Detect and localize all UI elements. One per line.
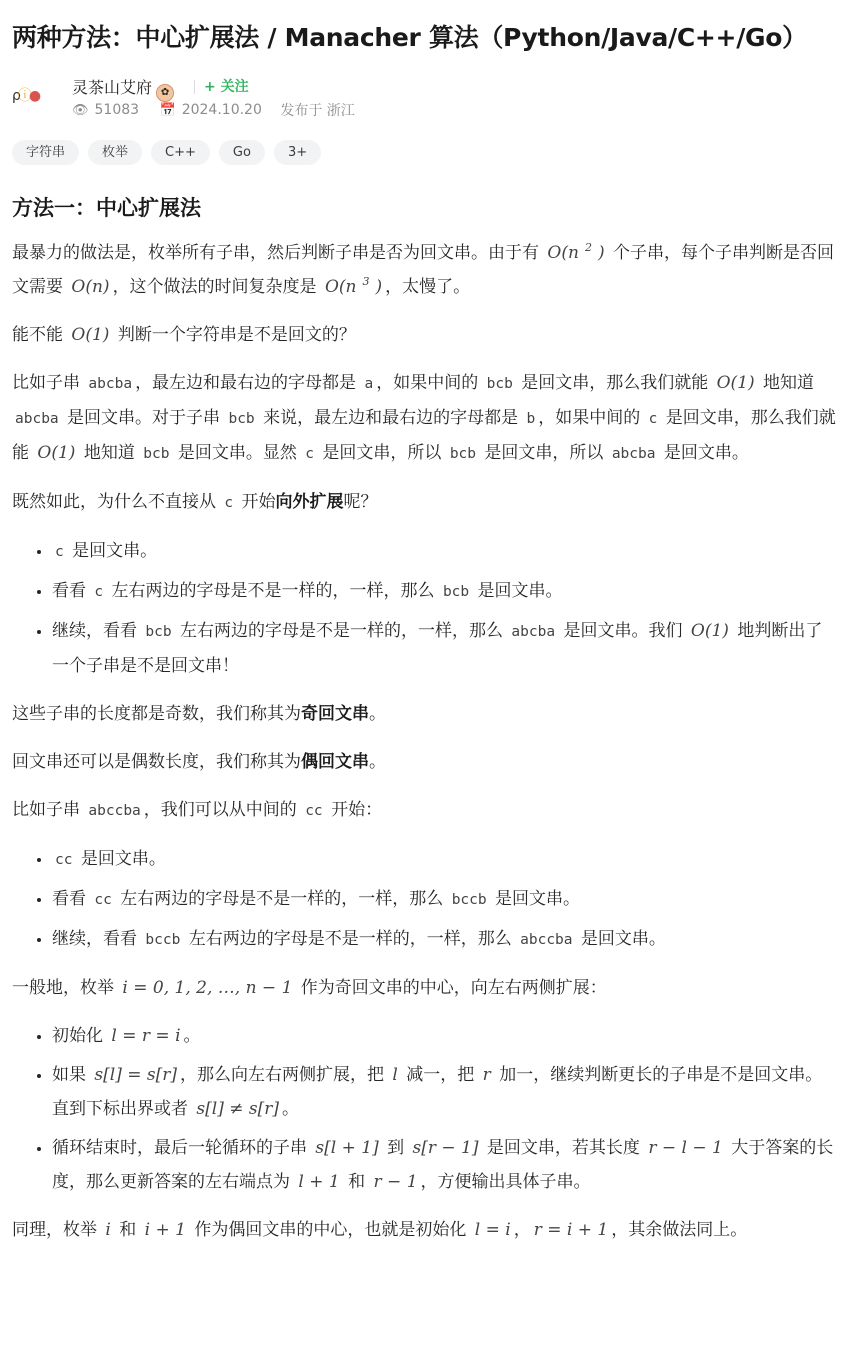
text-span: 奇回文串 — [301, 704, 369, 724]
text-span: bcb — [442, 584, 470, 600]
text-span: 判断一个字符串是不是回文的？ — [112, 325, 356, 345]
text-span: 和 — [342, 1172, 371, 1192]
list-item — [52, 614, 838, 683]
text-span: 作为奇回文串的中心，向左右两侧扩展： — [295, 978, 607, 998]
text-span: 最暴力的做法是，枚举所有子串，然后判断子串是否为回文串。由于有 — [12, 243, 545, 263]
text-span: a — [364, 376, 374, 392]
text-span: 同理，枚举 — [12, 1220, 103, 1240]
text-span: 地判断出了一个子串是不是回文串！ — [52, 621, 823, 676]
text-span: 3 — [362, 275, 370, 289]
bullet-list — [12, 1019, 838, 1199]
text-span: 。 — [369, 752, 386, 772]
text-span: abcba — [15, 411, 59, 427]
text-span: 一般地，枚举 — [12, 978, 120, 998]
text-span: O(1) — [690, 621, 729, 641]
text-span: ，这个做法的时间复杂度是 — [112, 277, 322, 297]
author-name[interactable] — [72, 75, 174, 102]
text-span: bcb — [145, 624, 172, 640]
bullet-list — [12, 842, 838, 957]
text-span: 是回文串。 — [658, 443, 749, 463]
text-span: 是回文串，那么我们就能 — [515, 373, 714, 393]
paragraph — [12, 485, 838, 520]
text-span: cc — [94, 892, 112, 908]
text-span: 。 — [369, 704, 386, 724]
text-span: 偶回文串 — [301, 752, 369, 772]
text-span: r — [482, 1065, 491, 1085]
text-span: 比如子串 — [12, 800, 86, 820]
text-span: 作为偶回文串的中心，也就是初始化 — [188, 1220, 472, 1240]
text-span: l + 1 — [298, 1172, 340, 1192]
text-span: 循环结束时，最后一轮循环的子串 — [52, 1138, 313, 1158]
text-span: 是回文串。 — [75, 849, 166, 869]
text-span: cc — [305, 803, 323, 819]
text-span: 这些子串的长度都是奇数，我们称其为 — [12, 704, 301, 724]
text-span: 是回文串。对于子串 — [61, 408, 226, 428]
follow-button[interactable]: + 关注 — [204, 79, 249, 95]
text-span: ，最左边和最右边的字母都是 — [135, 373, 362, 393]
avatar[interactable]: ρⓘ● — [12, 88, 39, 104]
text-span: ，太慢了。 — [385, 277, 471, 297]
text-span: bcb — [449, 446, 477, 462]
text-span: ，其余做法同上。 — [611, 1220, 748, 1240]
badge-icon: ✿ — [156, 84, 174, 102]
text-span: ，如果中间的 — [538, 408, 646, 428]
tag-item[interactable]: Go — [219, 140, 265, 165]
text-span: ) — [375, 277, 383, 297]
view-count: 51083 — [94, 102, 140, 118]
text-span: O(n — [547, 243, 579, 263]
text-span: O(1) — [716, 373, 755, 393]
text-span: ，如果中间的 — [376, 373, 484, 393]
text-span: r = i + 1 — [533, 1220, 609, 1240]
article-body — [12, 190, 838, 1261]
bullet-list — [12, 534, 838, 683]
paragraph — [12, 745, 838, 779]
list-item — [52, 922, 838, 957]
text-span: 来说，最左边和最右边的字母都是 — [257, 408, 524, 428]
text-span: 是回文串。显然 — [172, 443, 303, 463]
list-item — [52, 1131, 838, 1199]
text-span: bcb — [486, 376, 513, 392]
text-span: s[r − 1] — [412, 1138, 479, 1158]
text-span: O(1) — [71, 325, 110, 345]
text-span: O(1) — [37, 443, 76, 463]
calendar-icon: 📅 — [159, 102, 176, 118]
text-span: bccb — [451, 892, 487, 908]
text-span: abcba — [511, 624, 556, 640]
author-name-label: 灵茶山艾府 — [72, 78, 153, 97]
text-span: s[l + 1] — [315, 1138, 379, 1158]
list-item — [52, 842, 838, 877]
divider — [194, 80, 195, 94]
text-span: abcba — [88, 376, 133, 392]
text-span: 是回文串。 — [575, 929, 666, 949]
list-item — [52, 574, 838, 609]
text-span: 比如子串 — [12, 373, 86, 393]
text-span: 是回文串，那么我们就能 — [12, 408, 836, 463]
text-span: c — [305, 446, 314, 462]
text-span: 是回文串，若其长度 — [481, 1138, 646, 1158]
text-span: 初始化 — [52, 1026, 109, 1046]
paragraph — [12, 318, 838, 352]
text-span: 是回文串，所以 — [479, 443, 609, 463]
text-span: 大于答案的长度，那么更新答案的左右端点为 — [52, 1138, 834, 1192]
text-span: abccba — [88, 803, 141, 819]
text-span: 是回文串。 — [66, 541, 158, 561]
text-span: 左右两边的字母是不是一样的，一样，那么 — [106, 581, 440, 601]
text-span: bccb — [145, 932, 181, 948]
text-span: O(n — [324, 277, 357, 297]
text-span: c — [224, 495, 234, 511]
publish-date: 2024.10.20 — [181, 102, 262, 118]
text-span: abcba — [611, 446, 656, 462]
list-item — [52, 882, 838, 917]
text-span: O(n) — [71, 277, 110, 297]
tag-item[interactable]: C++ — [151, 140, 210, 165]
text-span: 看看 — [52, 889, 92, 909]
text-span: r − l − 1 — [648, 1138, 723, 1158]
text-span: ，方便输出具体子串。 — [420, 1172, 591, 1192]
text-span: 个子串，每个子串判断是否回文需要 — [12, 243, 834, 297]
text-span: 是回文串。 — [472, 581, 563, 601]
text-span: 和 — [113, 1220, 142, 1240]
text-span: 回文串还可以是偶数长度，我们称其为 — [12, 752, 301, 772]
text-span: 左右两边的字母是不是一样的，一样，那么 — [174, 621, 509, 641]
text-span: 看看 — [52, 581, 92, 601]
paragraph — [12, 697, 838, 731]
text-span: 2 — [584, 241, 592, 255]
text-span: cc — [55, 852, 73, 868]
text-span: 开始 — [236, 492, 276, 512]
text-span: 呢？ — [343, 492, 378, 512]
text-span: i = 0, 1, 2, …, n − 1 — [122, 978, 293, 998]
text-span: ， — [513, 1220, 531, 1240]
text-span: 开始： — [325, 800, 383, 820]
section-heading: 方法一：中心扩展法 — [12, 196, 201, 220]
text-span: bcb — [228, 411, 255, 427]
text-span: ，我们可以从中间的 — [143, 800, 303, 820]
text-span: 左右两边的字母是不是一样的，一样，那么 — [183, 929, 518, 949]
eye-icon: 👁 — [72, 102, 89, 118]
text-span: 。 — [282, 1099, 299, 1119]
text-span: 如果 — [52, 1065, 92, 1085]
text-span: 左右两边的字母是不是一样的，一样，那么 — [114, 889, 449, 909]
paragraph — [12, 236, 838, 304]
paragraph — [12, 971, 838, 1005]
article-title: 两种方法：中心扩展法 / Manacher 算法（Python/Java/C++/Go） — [12, 23, 807, 52]
article-meta — [72, 100, 355, 120]
text-span: s[l] ≠ s[r] — [196, 1099, 279, 1119]
text-span: 能不能 — [12, 325, 69, 345]
list-item — [52, 1019, 838, 1053]
tag-more[interactable]: 3+ — [274, 140, 321, 165]
text-span: 继续，看看 — [52, 621, 143, 641]
paragraph — [12, 1213, 838, 1247]
text-span: 既然如此，为什么不直接从 — [12, 492, 222, 512]
text-span: 减一，把 — [400, 1065, 480, 1085]
text-span: 地知道 — [757, 373, 815, 393]
text-span: s[l] = s[r] — [94, 1065, 177, 1085]
text-span: i — [105, 1220, 111, 1240]
text-span: 是回文串。我们 — [558, 621, 688, 641]
text-span: 是回文串。 — [489, 889, 581, 909]
text-span: 地知道 — [78, 443, 141, 463]
text-span: c — [55, 544, 64, 560]
text-span: 。 — [183, 1026, 201, 1046]
text-span: 向外扩展 — [275, 492, 344, 512]
text-span: 是回文串，所以 — [317, 443, 447, 463]
publish-location: 发布于 浙江 — [280, 103, 355, 119]
tag-item[interactable]: 字符串 — [12, 140, 79, 165]
paragraph — [12, 366, 838, 471]
text-span: 加一，继续判断更长的子串是不是回文串。直到下标出界或者 — [52, 1065, 823, 1119]
text-span: 继续，看看 — [52, 929, 143, 949]
text-span: l = r = i — [111, 1026, 181, 1046]
text-span: b — [526, 411, 536, 427]
text-span: 到 — [381, 1138, 410, 1158]
author-row — [12, 72, 832, 122]
text-span: ，那么向左右两侧扩展，把 — [180, 1065, 390, 1085]
paragraph — [12, 793, 838, 828]
tag-list — [12, 140, 330, 166]
text-span: abccba — [520, 932, 573, 948]
text-span: r − 1 — [373, 1172, 418, 1192]
list-item — [52, 534, 838, 569]
tag-item[interactable]: 枚举 — [88, 140, 142, 165]
list-item — [52, 1058, 838, 1126]
text-span: ) — [597, 243, 605, 263]
text-span: c — [648, 411, 658, 427]
text-span: l — [392, 1065, 398, 1085]
text-span: bcb — [143, 446, 170, 462]
text-span: l = i — [474, 1220, 511, 1240]
text-span: i + 1 — [144, 1220, 186, 1240]
text-span: c — [94, 584, 104, 600]
